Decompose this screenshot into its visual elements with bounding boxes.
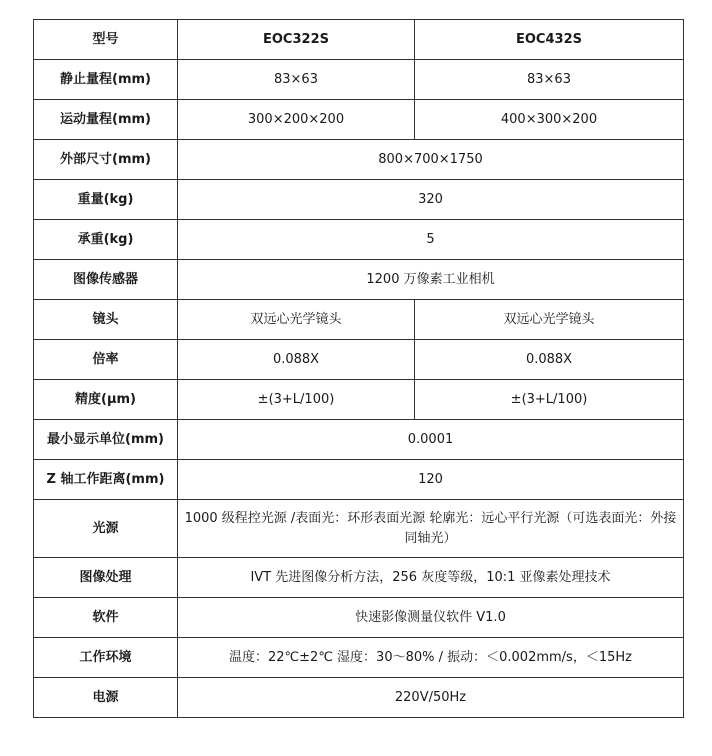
row-value-b: 83×63 [415,60,684,100]
header-label-model: 型号 [34,20,178,60]
row-value: 温度：22℃±2℃ 湿度：30～80% / 振动：＜0.002mm/s，＜15Hz [178,638,684,678]
row-label: 图像传感器 [34,260,178,300]
table-row [34,460,684,500]
row-value: 快速影像测量仪软件 V1.0 [178,598,684,638]
row-value: 220V/50Hz [178,678,684,718]
row-label: 运动量程(mm) [34,100,178,140]
row-label: 最小显示单位(mm) [34,420,178,460]
row-value-b: 400×300×200 [415,100,684,140]
table-header-row [34,20,684,60]
table-row [34,558,684,598]
table-row [34,60,684,100]
header-model-b: EOC432S [415,20,684,60]
table-row [34,420,684,460]
table-row [34,638,684,678]
spec-table [33,19,684,718]
row-value: 320 [178,180,684,220]
row-value-a: 83×63 [178,60,415,100]
row-value: 0.0001 [178,420,684,460]
table-row [34,598,684,638]
row-value: 120 [178,460,684,500]
row-value-a: 0.088X [178,340,415,380]
row-value: 800×700×1750 [178,140,684,180]
row-label: 外部尺寸(mm) [34,140,178,180]
table-row [34,180,684,220]
row-value-b: ±(3+L/100) [415,380,684,420]
row-label: 倍率 [34,340,178,380]
table-row [34,500,684,558]
row-label: 重量(kg) [34,180,178,220]
row-value-b: 0.088X [415,340,684,380]
row-label: 精度(μm) [34,380,178,420]
row-value: 1200 万像素工业相机 [178,260,684,300]
header-model-a: EOC322S [178,20,415,60]
row-label: 软件 [34,598,178,638]
row-label: Z 轴工作距离(mm) [34,460,178,500]
row-value-b: 双远心光学镜头 [415,300,684,340]
table-row [34,140,684,180]
row-value-a: ±(3+L/100) [178,380,415,420]
row-label: 电源 [34,678,178,718]
table-row [34,300,684,340]
row-value-a: 300×200×200 [178,100,415,140]
row-label: 承重(kg) [34,220,178,260]
row-value-a: 双远心光学镜头 [178,300,415,340]
row-label: 镜头 [34,300,178,340]
table-row [34,678,684,718]
row-label: 静止量程(mm) [34,60,178,100]
table-row [34,380,684,420]
table-row [34,100,684,140]
row-value: 5 [178,220,684,260]
row-value: 1000 级程控光源 /表面光：环形表面光源 轮廓光：远心平行光源（可选表面光：外接同轴光） [178,500,684,558]
row-value: IVT 先进图像分析方法，256 灰度等级，10:1 亚像素处理技术 [178,558,684,598]
table-row [34,220,684,260]
row-label: 工作环境 [34,638,178,678]
table-row [34,340,684,380]
row-label: 光源 [34,500,178,558]
table-row [34,260,684,300]
row-label: 图像处理 [34,558,178,598]
